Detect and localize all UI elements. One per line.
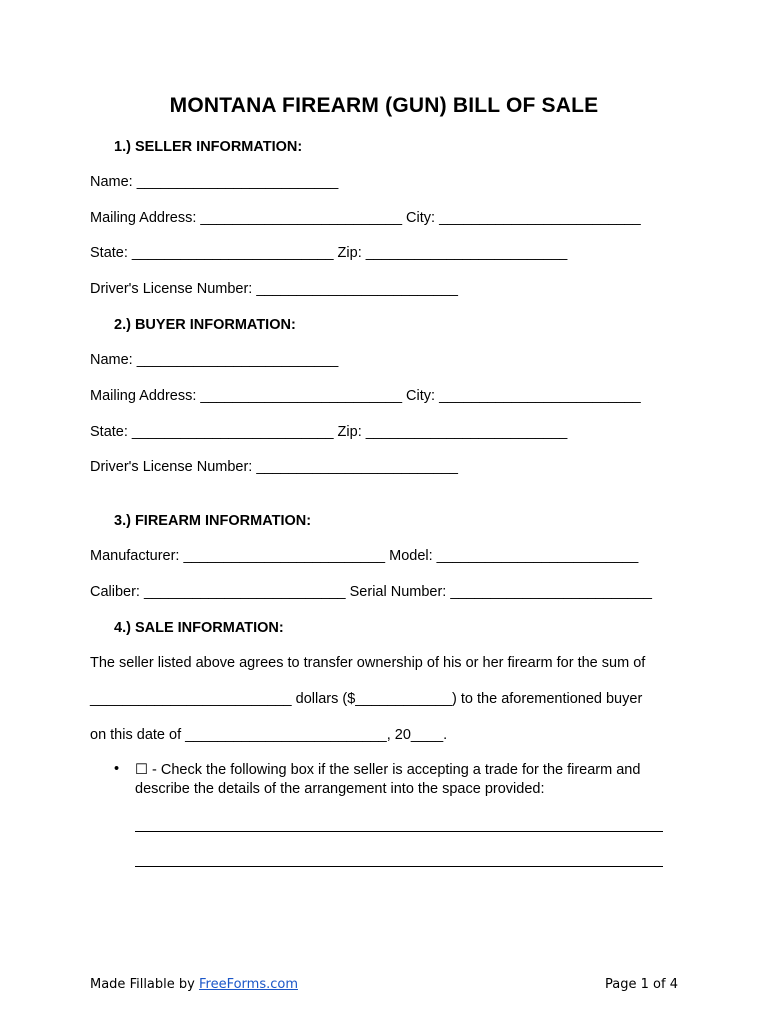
buyer-state-zip-field[interactable]: State: _________________________ Zip: _________________________ [90,424,568,440]
bullet-icon: • [114,761,120,777]
seller-address-city-field[interactable]: Mailing Address: _________________________ City: _________________________ [90,210,641,226]
page-number: Page 1 of 4 [605,977,678,992]
buyer-section-heading: 2.) BUYER INFORMATION: [114,317,296,333]
firearm-caliber-serial-field[interactable]: Caliber: _________________________ Serial Number: _________________________ [90,584,652,600]
buyer-address-city-field[interactable]: Mailing Address: _________________________ City: _________________________ [90,388,641,404]
trade-checkbox-text[interactable]: ☐ - Check the following box if the seller is accepting a trade for the firearm and describe the details of the arrangement into the space provided: [135,762,641,797]
footer-prefix: Made Fillable by [90,977,199,992]
footer-made-fillable [90,977,298,992]
firearm-manufacturer-model-field[interactable]: Manufacturer: _________________________ Model: _________________________ [90,548,639,564]
seller-license-field[interactable]: Driver's License Number: _________________________ [90,281,458,297]
trade-details-line-2[interactable] [135,866,663,867]
seller-state-zip-field[interactable]: State: _________________________ Zip: _________________________ [90,245,568,261]
sale-date-line[interactable]: on this date of _________________________, 20____. [90,727,448,743]
sale-amount-line[interactable]: _________________________ dollars ($____________) to the aforementioned buyer [90,691,643,707]
document-title: MONTANA FIREARM (GUN) BILL OF SALE [169,94,599,117]
trade-details-line-1[interactable] [135,831,663,832]
sale-text-line-1: The seller listed above agrees to transfer ownership of his or her firearm for the sum of [90,655,646,671]
buyer-name-field[interactable]: Name: _________________________ [90,352,339,368]
sale-section-heading: 4.) SALE INFORMATION: [114,620,284,636]
buyer-license-field[interactable]: Driver's License Number: _________________________ [90,459,458,475]
seller-name-field[interactable]: Name: _________________________ [90,174,339,190]
firearm-section-heading: 3.) FIREARM INFORMATION: [114,513,312,529]
seller-section-heading: 1.) SELLER INFORMATION: [114,139,303,155]
freeforms-link[interactable]: FreeForms.com [198,977,298,992]
